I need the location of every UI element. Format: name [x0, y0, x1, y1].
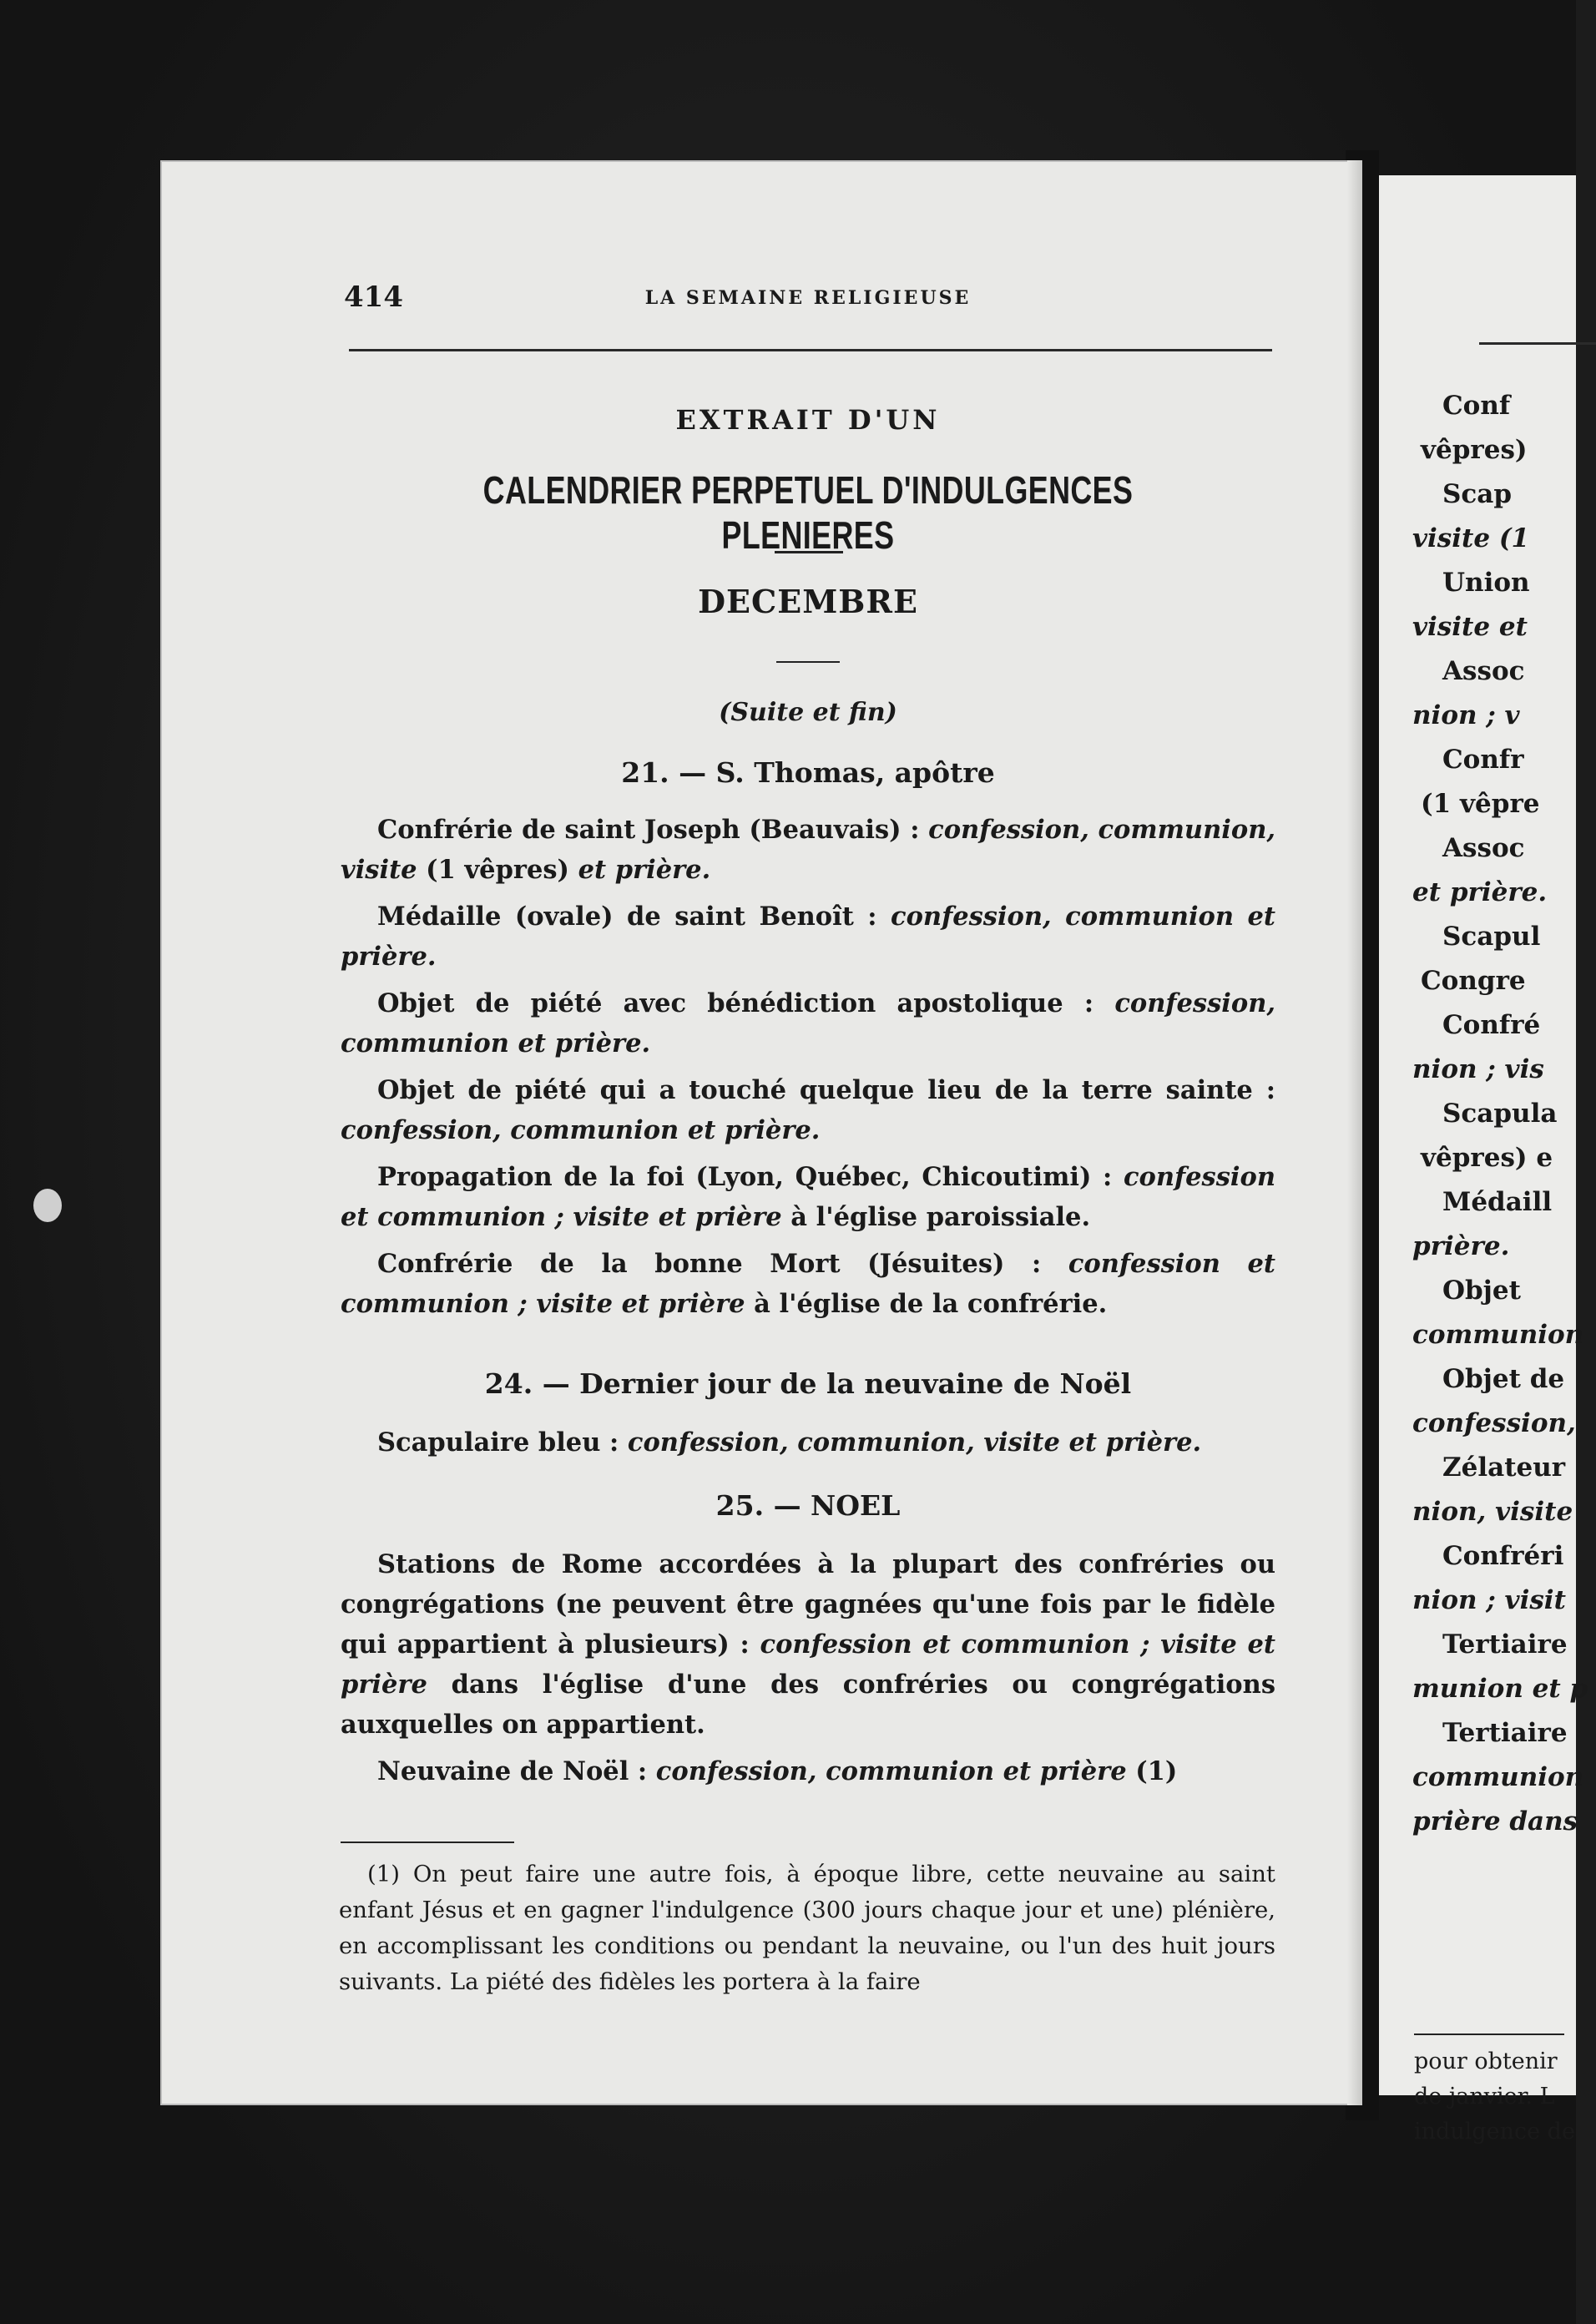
main-title: CALENDRIER PERPETUEL D'INDULGENCES PLENIERES [482, 468, 1134, 557]
running-title: LA SEMAINE RELIGIEUSE [644, 287, 972, 309]
month-heading: DECEMBRE [698, 583, 918, 620]
facing-page [1379, 175, 1588, 2145]
facing-line: vêpres) [1421, 435, 1528, 465]
facing-line: Tertiaire [1442, 1629, 1568, 1660]
footnote-text: (1) On peut faire une autre fois, à époque libre, cette neuvaine au saint enfant Jésus et en gagner l'indulgence (300 jours chaque jour et une) plénière, en accomplissant les conditions ou pendant la neuvaine, ou l'un des huit jours suivants. La piété des fidèles les portera à la faire [339, 1861, 1275, 1995]
entry: Scapulaire bleu : confession, communion, visite et prière. [377, 1427, 1202, 1458]
entry: Propagation de la foi (Lyon, Québec, Chicoutimi) : confession et communion ; visite et prière à l'église paroissiale. [341, 1162, 1275, 1232]
facing-footnote-rule [1414, 2034, 1564, 2035]
section-24-entries [341, 1422, 1275, 1469]
entry: Stations de Rome accordées à la plupart des confréries ou congrégations (ne peuvent être gagnées qu'une fois par le fidèle qui appartient à plusieurs) : confession et communion ; visite et prière dans l'église d'une des confréries ou congrégations auxquelles on appartient. [341, 1549, 1276, 1740]
facing-line: Scap [1442, 479, 1513, 509]
entry: Confrérie de la bonne Mort (Jésuites) : confession et communion ; visite et prière à l'église de la confrérie. [341, 1249, 1275, 1319]
facing-footnote-line: de janvier. L [1414, 2084, 1555, 2109]
entry: Neuvaine de Noël : confession, communion et prière (1) [377, 1756, 1178, 1786]
facing-line: Confr [1442, 745, 1524, 775]
facing-line: Médaill [1442, 1187, 1553, 1217]
facing-line: Confréri [1442, 1541, 1564, 1571]
facing-line: nion ; vis [1412, 1054, 1544, 1084]
title-rule [775, 551, 843, 553]
section-21-entries [341, 810, 1275, 1331]
facing-footnote-line: pour obtenir [1414, 2049, 1558, 2074]
facing-line: Union [1442, 568, 1530, 598]
facing-line: confession, [1412, 1408, 1576, 1438]
facing-line: communion [1412, 1320, 1584, 1350]
scan-speck [33, 1189, 62, 1222]
facing-footnote-line: indulgence de [1414, 2119, 1575, 2145]
heading-line-1: EXTRAIT D'UN [675, 404, 941, 436]
facing-line: Objet [1442, 1276, 1521, 1306]
facing-line: Scapul [1442, 922, 1541, 952]
entry: Confrérie de saint Joseph (Beauvais) : confession, communion, visite (1 vêpres) et prière. [341, 815, 1275, 885]
entry: Objet de piété avec bénédiction apostolique : confession, communion et prière. [341, 988, 1275, 1058]
facing-line: Zélateur [1442, 1452, 1566, 1483]
entry: Médaille (ovale) de saint Benoît : confession, communion et prière. [341, 902, 1275, 972]
section-title-25: 25. — NOEL [715, 1489, 901, 1522]
continued-note: (Suite et fin) [719, 698, 897, 727]
facing-header-rule [1479, 342, 1596, 345]
footnote [339, 1857, 1275, 2000]
facing-line: Tertiaire [1442, 1718, 1568, 1748]
facing-line: Objet de [1442, 1364, 1565, 1394]
facing-line: visite (1 [1412, 523, 1530, 553]
facing-line: visite et [1412, 612, 1528, 642]
facing-line: Conf [1442, 391, 1511, 421]
section-title-24: 24. — Dernier jour de la neuvaine de Noël [484, 1367, 1132, 1400]
facing-line: nion ; v [1412, 700, 1520, 730]
facing-line: Confré [1442, 1010, 1541, 1040]
header-rule [349, 349, 1272, 351]
section-25-entries [341, 1544, 1275, 1798]
entry: Objet de piété qui a touché quelque lieu de la terre sainte : confession, communion et prière. [341, 1075, 1275, 1145]
footnote-rule [341, 1842, 514, 1843]
facing-line: Scapula [1442, 1099, 1558, 1129]
month-rule [776, 661, 840, 663]
facing-line: et prière. [1412, 877, 1548, 907]
facing-line: munion et p [1412, 1674, 1588, 1704]
section-title-21: 21. — S. Thomas, apôtre [621, 756, 995, 789]
running-header [344, 280, 1272, 322]
facing-line: (1 vêpre [1421, 789, 1540, 819]
facing-line: nion ; visit [1412, 1585, 1566, 1615]
facing-line: Congre [1421, 966, 1526, 996]
facing-line: Assoc [1442, 656, 1525, 686]
facing-line: nion, visite [1412, 1497, 1573, 1527]
facing-line: vêpres) e [1421, 1143, 1553, 1173]
facing-line: prière dans [1412, 1806, 1578, 1836]
facing-line: communion [1412, 1762, 1584, 1792]
facing-line: prière. [1412, 1231, 1510, 1261]
facing-line: Assoc [1442, 833, 1525, 863]
page-number: 414 [344, 280, 403, 314]
